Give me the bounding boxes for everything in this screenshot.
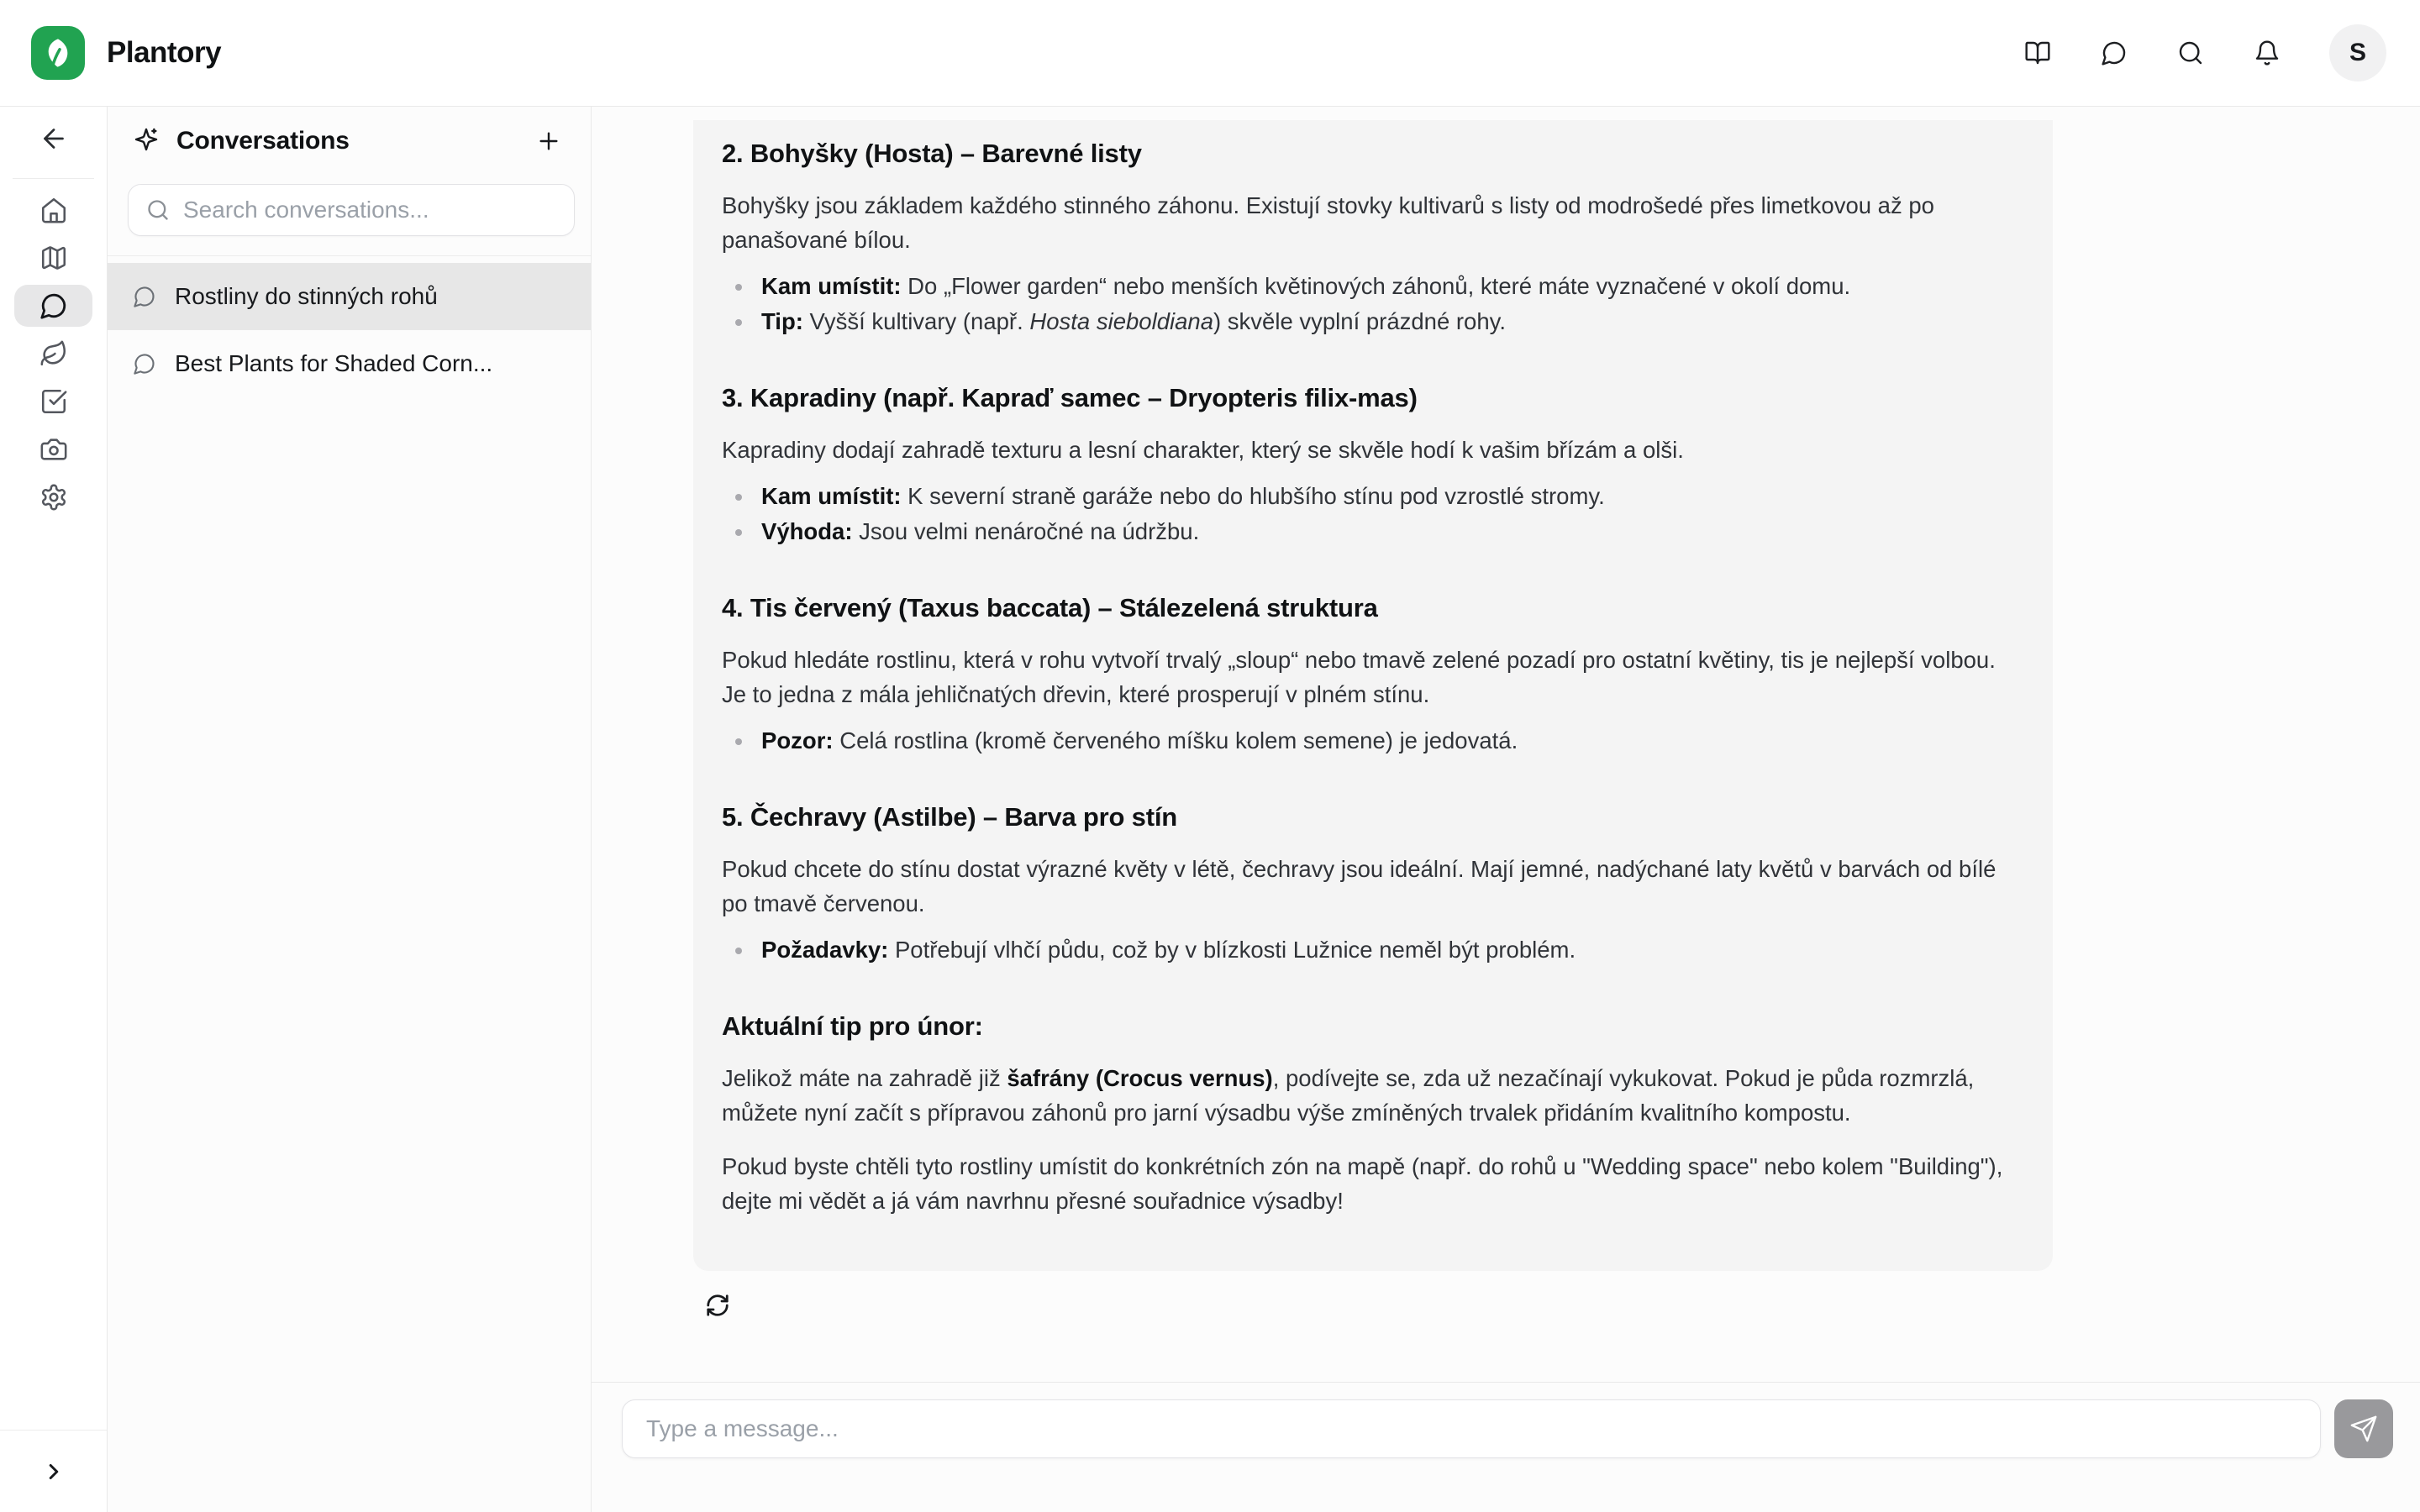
message-bullet-list [722, 932, 2024, 968]
sidebar-item-photos[interactable] [14, 428, 92, 470]
message-paragraph: Pokud byste chtěli tyto rostliny umístit do konkrétních zón na mapě (např. do rohů u "Wedding space" nebo kolem "Building"), dejte mi vědět a já vám navrhnu přesné souřadnice výsadby! [722, 1153, 2003, 1214]
home-icon [39, 196, 68, 224]
sidebar-item-map[interactable] [14, 237, 92, 279]
message-section-heading: 3. Kapradiny (např. Kapraď samec – Dryopteris filix-mas) [722, 383, 1418, 412]
conversation-label: Best Plants for Shaded Corn... [175, 350, 493, 376]
message-section [722, 593, 2024, 759]
chevron-right-icon[interactable] [29, 1446, 79, 1497]
sidebar-item-home[interactable] [14, 189, 92, 231]
rail-bottom [0, 1430, 107, 1512]
conversation-search [128, 184, 575, 236]
bell-icon[interactable] [2253, 39, 2281, 67]
assistant-message [693, 120, 2053, 1271]
sidebar-item-tasks[interactable] [14, 381, 92, 423]
send-icon [2349, 1415, 2378, 1443]
chat-bubble-icon [133, 352, 156, 375]
message-paragraph: Pokud chcete do stínu dostat výrazné květy v létě, čechravy jsou ideální. Mají jemné, nadýchané laty květů v barvách od bílé po tmavě červenou. [722, 856, 1996, 916]
conversation-list [108, 263, 591, 397]
book-open-icon[interactable] [2023, 39, 2052, 67]
composer-divider [592, 1382, 2420, 1383]
camera-icon [39, 435, 68, 464]
message-section [722, 139, 2024, 339]
back-arrow-icon[interactable] [14, 117, 93, 160]
message-paragraph: Pokud hledáte rostlinu, která v rohu vytvoří trvalý „sloup“ nebo tmavě zelené pozadí pro ostatní květiny, tis je nejlepší volbou. Je to jedna z mála jehličnatých dřevin, které prosperují v plném stínu. [722, 647, 1996, 707]
conversations-title: Conversations [176, 127, 350, 155]
message-input[interactable] [622, 1399, 2321, 1458]
app-title: Plantory [107, 36, 222, 69]
message-bullet-list [722, 723, 2024, 759]
message-bullet: Pozor: Celá rostlina (kromě červeného míšku kolem semene) je jedovatá. [722, 723, 2024, 759]
map-icon [39, 244, 68, 272]
message-bullet: Kam umístit: K severní straně garáže nebo do hlubšího stínu pod vzrostlé stromy. [722, 479, 2024, 514]
left-rail [0, 107, 108, 1512]
sparkles-icon [133, 126, 160, 157]
rail-divider [13, 178, 94, 179]
chat-bubble-icon[interactable] [2100, 39, 2128, 67]
search-icon[interactable] [2176, 39, 2205, 67]
message-bullet: Požadavky: Potřebují vlhčí půdu, což by v blízkosti Lužnice neměl být problém. [722, 932, 2024, 968]
plus-icon [535, 128, 562, 155]
message-section-heading: 5. Čechravy (Astilbe) – Barva pro stín [722, 802, 1177, 832]
conversation-item[interactable] [108, 263, 591, 330]
message-section-heading: 4. Tis červený (Taxus baccata) – Stálezelená struktura [722, 593, 1378, 622]
search-conversations-input[interactable] [183, 197, 556, 223]
new-conversation-button[interactable] [532, 124, 566, 158]
send-button[interactable] [2334, 1399, 2393, 1458]
chat-bubble-icon [39, 291, 68, 320]
search-icon [146, 198, 170, 222]
conversations-divider [108, 255, 591, 256]
message-paragraph: Bohyšky jsou základem každého stinného záhonu. Existují stovky kultivarů s listy od modrošedé přes limetkovou až po panašované bílou. [722, 192, 1934, 253]
conversations-panel [108, 107, 592, 1512]
conversation-label: Rostliny do stinných rohů [175, 283, 438, 309]
brand [31, 26, 221, 80]
sidebar-item-conversations[interactable] [14, 285, 92, 327]
message-bullet: Výhoda: Jsou velmi nenáročné na údržbu. [722, 514, 2024, 549]
chat-main [592, 107, 2420, 1512]
message-section-heading: 2. Bohyšky (Hosta) – Barevné listy [722, 139, 1142, 168]
header-actions [2023, 24, 2386, 81]
leaf-icon [39, 339, 68, 368]
conversation-item[interactable] [108, 330, 591, 397]
refresh-icon [705, 1293, 730, 1318]
message-bullet-list [722, 269, 2024, 339]
message-bullet: Tip: Vyšší kultivary (např. Hosta sieboldiana) skvěle vyplní prázdné rohy. [722, 304, 2024, 339]
message-section [722, 802, 2024, 968]
message-section [722, 383, 2024, 549]
conversations-header [108, 107, 591, 176]
message-bullet-list [722, 479, 2024, 549]
top-header [0, 0, 2420, 107]
check-square-icon [39, 387, 68, 416]
regenerate-button[interactable] [702, 1290, 733, 1320]
sidebar-item-plants[interactable] [14, 333, 92, 375]
message-bullet: Kam umístit: Do „Flower garden“ nebo menších květinových záhonů, které máte vyznačené v okolí domu. [722, 269, 2024, 304]
rail-nav [14, 189, 92, 518]
message-section-heading: Aktuální tip pro únor: [722, 1011, 983, 1041]
sidebar-item-settings[interactable] [14, 476, 92, 518]
message-section [722, 1011, 2024, 1218]
message-paragraph: Kapradiny dodají zahradě texturu a lesní charakter, který se skvěle hodí k vašim břízám a olši. [722, 437, 1684, 463]
chat-bubble-icon [133, 285, 156, 308]
user-avatar[interactable]: S [2329, 24, 2386, 81]
message-paragraph: Jelikož máte na zahradě již šafrány (Crocus vernus), podívejte se, zda už nezačínají vykukovat. Pokud je půda rozmrzlá, můžete nyní začít s přípravou záhonů pro jarní výsadbu výše zmíněných trvalek přidáním kvalitního kompostu. [722, 1065, 1975, 1126]
gear-icon [39, 483, 68, 512]
plantory-logo-icon [31, 26, 85, 80]
